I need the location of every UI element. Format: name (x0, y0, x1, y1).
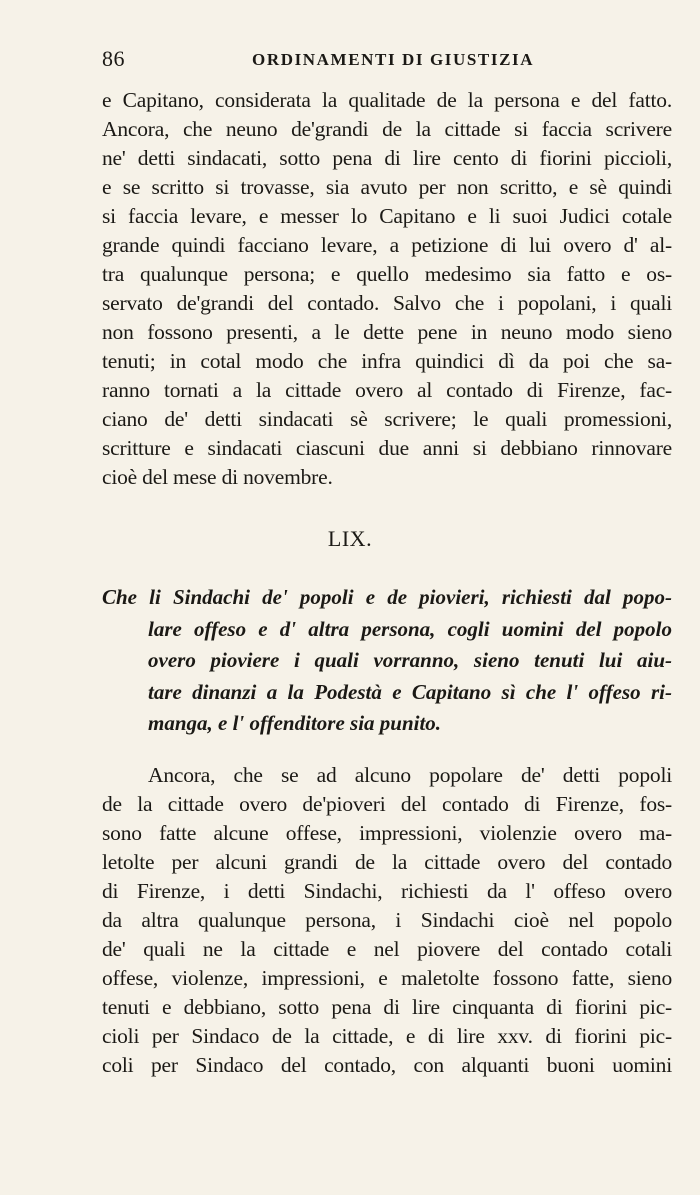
text-line: si faccia levare, e messer lo Capitano e li suoi Judici cotale (102, 204, 672, 228)
text-line: letolte per alcuni grandi de la cittade overo del contado (102, 850, 672, 874)
text-line: de' quali ne la cittade e nel piovere del contado cotali (102, 937, 672, 961)
text-line: scritture e sindacati ciascuni due anni si debbiano rinnovare (102, 436, 672, 460)
text-line: offese, violenze, impressioni, e maletolte fossono fatte, sieno (102, 966, 672, 990)
page-number: 86 (102, 46, 125, 71)
text-line: grande quindi facciano levare, a petizione di lui overo d' al- (102, 233, 672, 257)
text-line: de la cittade overo de'pioveri del contado di Firenze, fos- (102, 792, 672, 816)
text-line: Ancora, che se ad alcuno popolare de' detti popoli (148, 763, 672, 787)
rubric-line: Che li Sindachi de' popoli e de piovieri, richiesti dal popo- (102, 585, 672, 609)
rubric-line: lare offeso e d' altra persona, cogli uomini del popolo (148, 616, 672, 641)
text-line: e Capitano, considerata la qualitade de la persona e del fatto. (102, 88, 672, 112)
text-line: cioli per Sindaco de la cittade, e di lire xxv. di fiorini pic- (102, 1024, 672, 1048)
text-line: da altra qualunque persona, i Sindachi cioè nel popolo (102, 908, 672, 932)
text-line: ranno tornati a la cittade overo al contado di Firenze, fac- (102, 378, 672, 402)
rubric-line: manga, e l' offenditore sia punito. (148, 711, 442, 735)
rubric-line: overo pioviere i quali vorranno, sieno tenuti lui aiu- (148, 648, 672, 672)
text-line: ne' detti sindacati, sotto pena di lire cento di fiorini piccioli, (102, 146, 672, 170)
text-line: Ancora, che neuno de'grandi de la cittade si faccia scrivere (102, 117, 672, 141)
text-line: non fossono presenti, a le dette pene in neuno modo sieno (102, 320, 672, 344)
text-line: tra qualunque persona; e quello medesimo sia fatto e os- (102, 262, 672, 286)
running-title: ORDINAMENTI DI GIUSTIZIA (252, 50, 535, 69)
text-line: di Firenze, i detti Sindachi, richiesti da l' offeso overo (102, 879, 672, 903)
paragraph-section-body (102, 761, 672, 1080)
paragraph-continued (102, 86, 672, 492)
rubric-line: tare dinanzi a la Podestà e Capitano sì che l' offeso ri- (148, 679, 672, 704)
section-number: LIX. (327, 526, 373, 551)
text-line: e se scritto si trovasse, sia avuto per non scritto, e sè quindi (102, 175, 672, 199)
text-line: sono fatte alcune offese, impressioni, violenzie overo ma- (102, 821, 672, 845)
text-line: servato de'grandi del contado. Salvo che i popolani, i quali (102, 291, 672, 315)
text-line: ciano de' detti sindacati sè scrivere; le quali promessioni, (102, 407, 672, 431)
text-line: tenuti; in cotal modo che infra quindici dì da poi che sa- (102, 349, 672, 373)
text-line: coli per Sindaco del contado, con alquanti buoni uomini (102, 1053, 672, 1077)
text-line: cioè del mese di novembre. (102, 465, 333, 489)
section-rubric (102, 582, 672, 740)
text-line: tenuti e debbiano, sotto pena di lire cinquanta di fiorini pic- (102, 995, 672, 1019)
page-header (102, 46, 672, 76)
